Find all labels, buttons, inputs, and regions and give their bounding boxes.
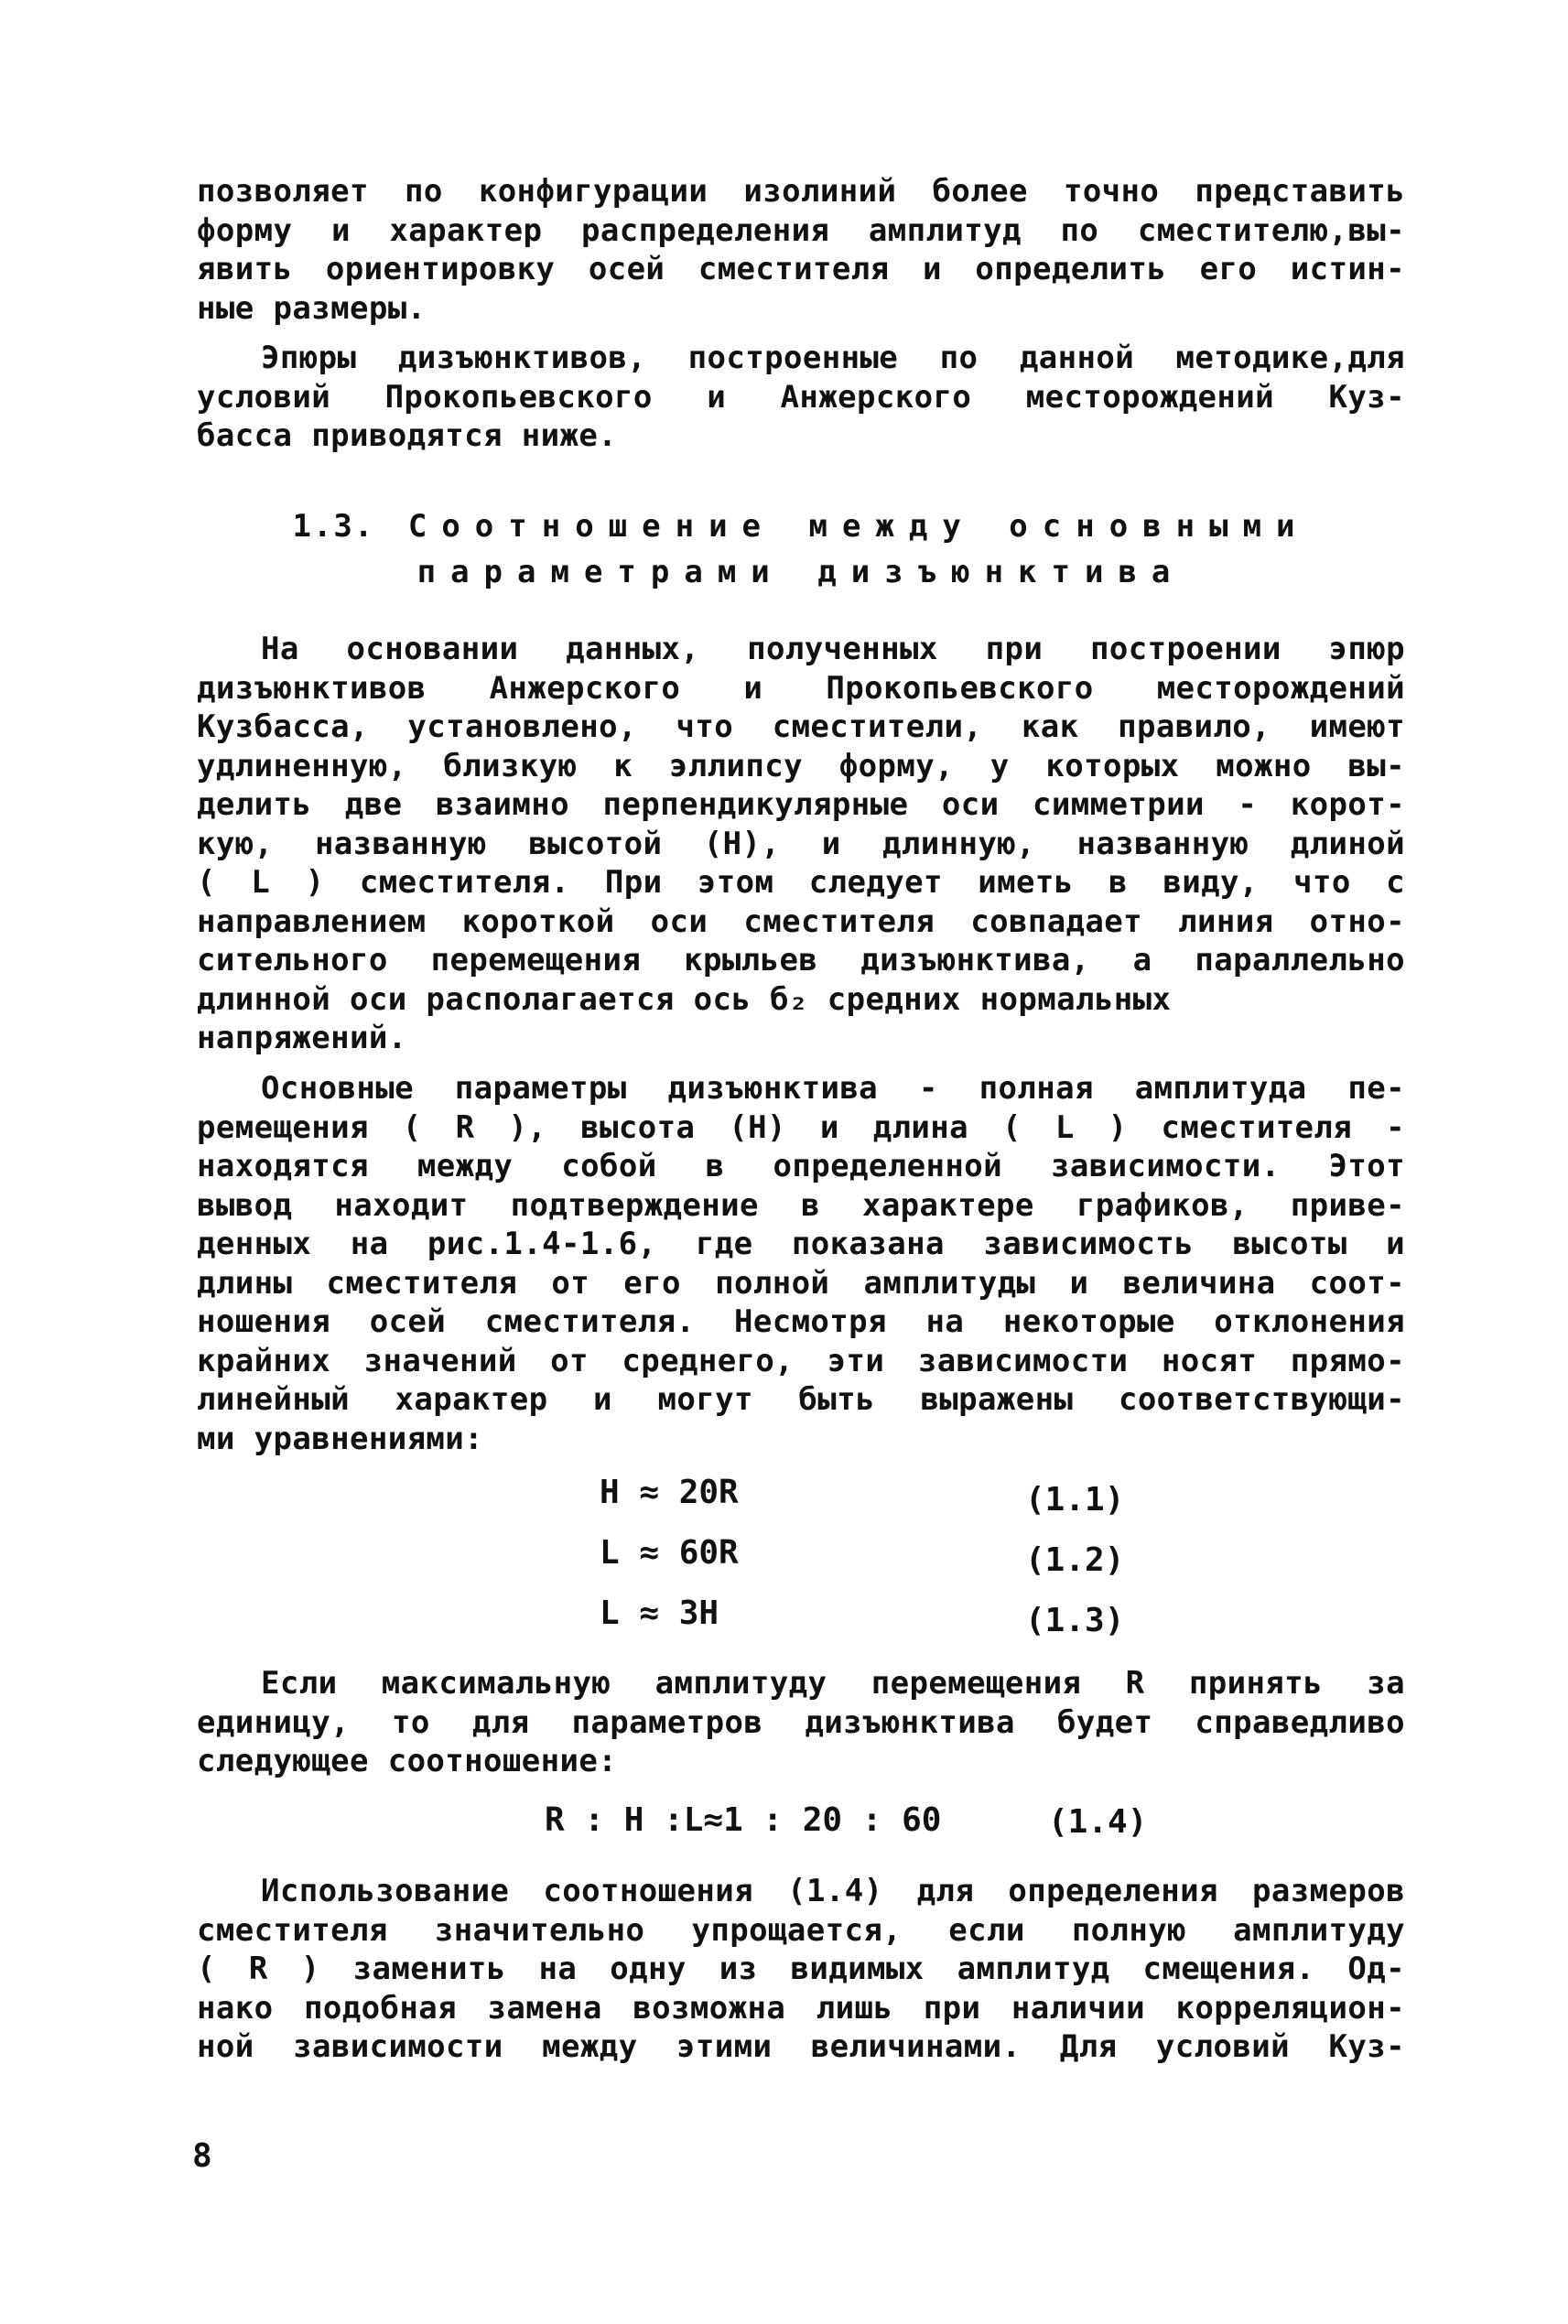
text-line: делить две взаимно перпендикулярные оси симметрии - корот- [197, 786, 1405, 823]
text-line: ( L ) сместителя. При этом следует иметь в виду, что с [197, 864, 1405, 901]
equation-3-number: (1.3) [1025, 1602, 1125, 1639]
text-line: крайних значений от среднего, эти зависимости носят прямо- [197, 1342, 1405, 1379]
text-line: условий Прокопьевского и Анжерского месторождений Куз- [197, 378, 1405, 416]
text-line: следующее соотношение: [197, 1743, 618, 1779]
text-line: Если максимальную амплитуду перемещения R принять за [261, 1665, 1405, 1702]
text-line: направлением короткой оси сместителя совпадает линия отно- [197, 903, 1405, 940]
text-line: сительного перемещения крыльев дизъюнктива, а параллельно [197, 942, 1405, 978]
equation-2-number: (1.2) [1025, 1541, 1125, 1579]
section-heading-line-1 [197, 503, 1405, 549]
text-line: линейный характер и могут быть выражены соответствующи- [197, 1381, 1405, 1418]
paragraph-2 [197, 339, 1405, 456]
text-line: напряжений. [197, 1020, 407, 1056]
equation-4-number: (1.4) [1048, 1803, 1148, 1841]
text-line: денных на рис.1.4-1.6, где показана зависимость высоты и [197, 1226, 1405, 1262]
text-line: кую, названную высотой (Н), и длинную, названную длиной [197, 825, 1405, 862]
text-line: находятся между собой в определенной зависимости. Этот [197, 1148, 1405, 1184]
paragraph-1 [197, 172, 1405, 328]
text-line: форму и характер распределения амплитуд по сместителю,вы- [197, 211, 1405, 249]
text-line: длинной оси располагается ось б₂ средних нормальных [197, 980, 1172, 1018]
text-line: Основные параметры дизъюнктива - полная амплитуда пе- [261, 1070, 1405, 1107]
text-line: вывод находит подтверждение в характере графиков, приве- [197, 1186, 1405, 1224]
text-line: единицу, то для параметров дизъюнктива будет справедливо [197, 1703, 1405, 1741]
text-line: сместителя значительно упрощается, если полную амплитуду [197, 1911, 1405, 1949]
section-number: 1.3. [292, 508, 375, 545]
text-line: ной зависимости между этими величинами. Для условий Куз- [197, 2028, 1405, 2065]
paragraph-4 [197, 1069, 1405, 1458]
text-line: дизъюнктивов Анжерского и Прокопьевского месторождений [197, 669, 1405, 707]
text-line: нако подобная замена возможна лишь при наличии корреляцион- [197, 1989, 1405, 2027]
text-line: длины сместителя от его полной амплитуды и величина соот- [197, 1264, 1405, 1302]
equation-2-formula: L ≈ 60R [600, 1534, 739, 1572]
text-line: Эпюры дизъюнктивов, построенные по данной методике,для [261, 340, 1405, 376]
section-heading [197, 503, 1405, 595]
text-line: удлиненную, близкую к эллипсу форму, у которых можно вы- [197, 747, 1405, 784]
text-line: явить ориентировку осей сместителя и определить его истин- [197, 251, 1405, 287]
section-title-line-1: Соотношение между основными [407, 508, 1310, 545]
text-line: позволяет по конфигурации изолиний более точно представить [197, 173, 1405, 210]
equation-1-formula: Н ≈ 20R [600, 1474, 739, 1511]
text-line: басса приводятся ниже. [197, 417, 618, 454]
text-line: ми уравнениями: [197, 1420, 484, 1457]
paragraph-6 [197, 1872, 1405, 2067]
equation-3-formula: L ≈ 3Н [600, 1594, 719, 1632]
page-number: 8 [192, 2137, 212, 2175]
text-line: ные размеры. [197, 289, 427, 327]
text-line: Кузбасса, установлено, что сместители, как правило, имеют [197, 708, 1405, 745]
text-line: ношения осей сместителя. Несмотря на некоторые отклонения [197, 1303, 1405, 1340]
equation-4-formula: R : Н :L≈1 : 20 : 60 [545, 1801, 942, 1839]
text-line: ремещения ( R ), высота (Н) и длина ( L ) сместителя - [197, 1108, 1405, 1146]
paragraph-3 [197, 630, 1405, 1058]
paragraph-5 [197, 1664, 1405, 1781]
section-title-line-2: параметрами дизъюнктива [416, 554, 1185, 590]
text-line: ( R ) заменить на одну из видимых амплитуд смещения. Од- [197, 1951, 1405, 1987]
text-line: На основании данных, полученных при построении эпюр [261, 631, 1405, 667]
equation-1-number: (1.1) [1025, 1481, 1125, 1519]
text-line: Использование соотношения (1.4) для определения размеров [261, 1873, 1405, 1909]
